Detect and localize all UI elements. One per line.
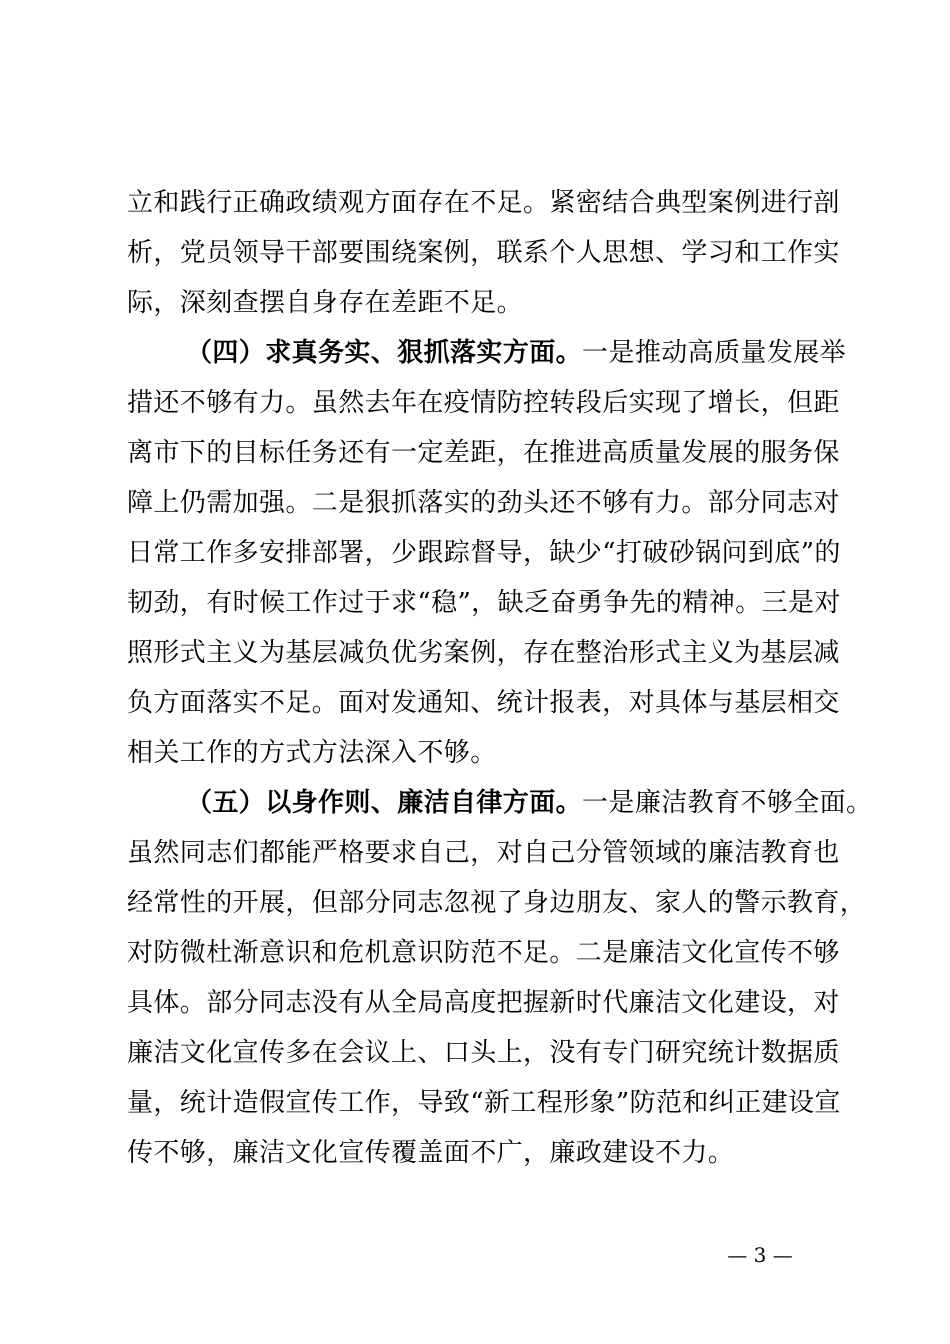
paragraph-line: 经常性的开展，但部分同志忽视了身边朋友、家人的警示教育，: [127, 888, 867, 918]
paragraph-line: 对防微杜渐意识和危机意识防范不足。二是廉洁文化宣传不够: [127, 938, 840, 968]
paragraph-line: 传不够，廉洁文化宣传覆盖面不广，廉政建设不力。: [127, 1138, 735, 1168]
section-4-heading: （四）求真务实、狠抓落实方面。: [186, 338, 583, 368]
paragraph-line: 照形式主义为基层减负优劣案例，存在整治形式主义为基层减: [127, 638, 840, 668]
paragraph-line: 廉洁文化宣传多在会议上、口头上，没有专门研究统计数据质: [127, 1038, 840, 1068]
page-number: — 3 —: [727, 1243, 793, 1267]
paragraph-line: 措还不够有力。虽然去年在疫情防控转段后实现了增长，但距: [127, 388, 840, 418]
paragraph-line: 虽然同志们都能严格要求自己，对自己分管领域的廉洁教育也: [127, 838, 840, 868]
paragraph-line: 具体。部分同志没有从全局高度把握新时代廉洁文化建设，对: [127, 988, 840, 1018]
paragraph-line: 负方面落实不足。面对发通知、统计报表，对具体与基层相交: [127, 688, 840, 718]
paragraph-line: 际，深刻查摆自身存在差距不足。: [127, 288, 524, 318]
paragraph-line: 量，统计造假宣传工作，导致“新工程形象”防范和纠正建设宣: [127, 1088, 841, 1118]
paragraph-line: 相关工作的方式方法深入不够。: [127, 738, 497, 768]
paragraph-line: 障上仍需加强。二是狠抓落实的劲头还不够有力。部分同志对: [127, 488, 840, 518]
paragraph-line: 立和践行正确政绩观方面存在不足。紧密结合典型案例进行剖: [127, 188, 840, 218]
paragraph-line: 离市下的目标任务还有一定差距，在推进高质量发展的服务保: [127, 438, 840, 468]
paragraph-line: 析，党员领导干部要围绕案例，联系个人思想、学习和工作实: [127, 238, 840, 268]
section-5-first-line: [127, 778, 873, 828]
section-4-first-line: [127, 328, 847, 378]
paragraph-line: 日常工作多安排部署，少跟踪督导，缺少“打破砂锅问到底”的: [127, 538, 841, 568]
paragraph-line: 韧劲，有时候工作过于求“稳”，缺乏奋勇争先的精神。三是对: [127, 588, 841, 618]
section-5-first-line-text: 一是廉洁教育不够全面。: [582, 788, 873, 818]
document-body: [127, 178, 873, 1178]
section-4-first-line-text: 一是推动高质量发展举: [582, 338, 847, 368]
section-5-heading: （五）以身作则、廉洁自律方面。: [186, 788, 583, 818]
